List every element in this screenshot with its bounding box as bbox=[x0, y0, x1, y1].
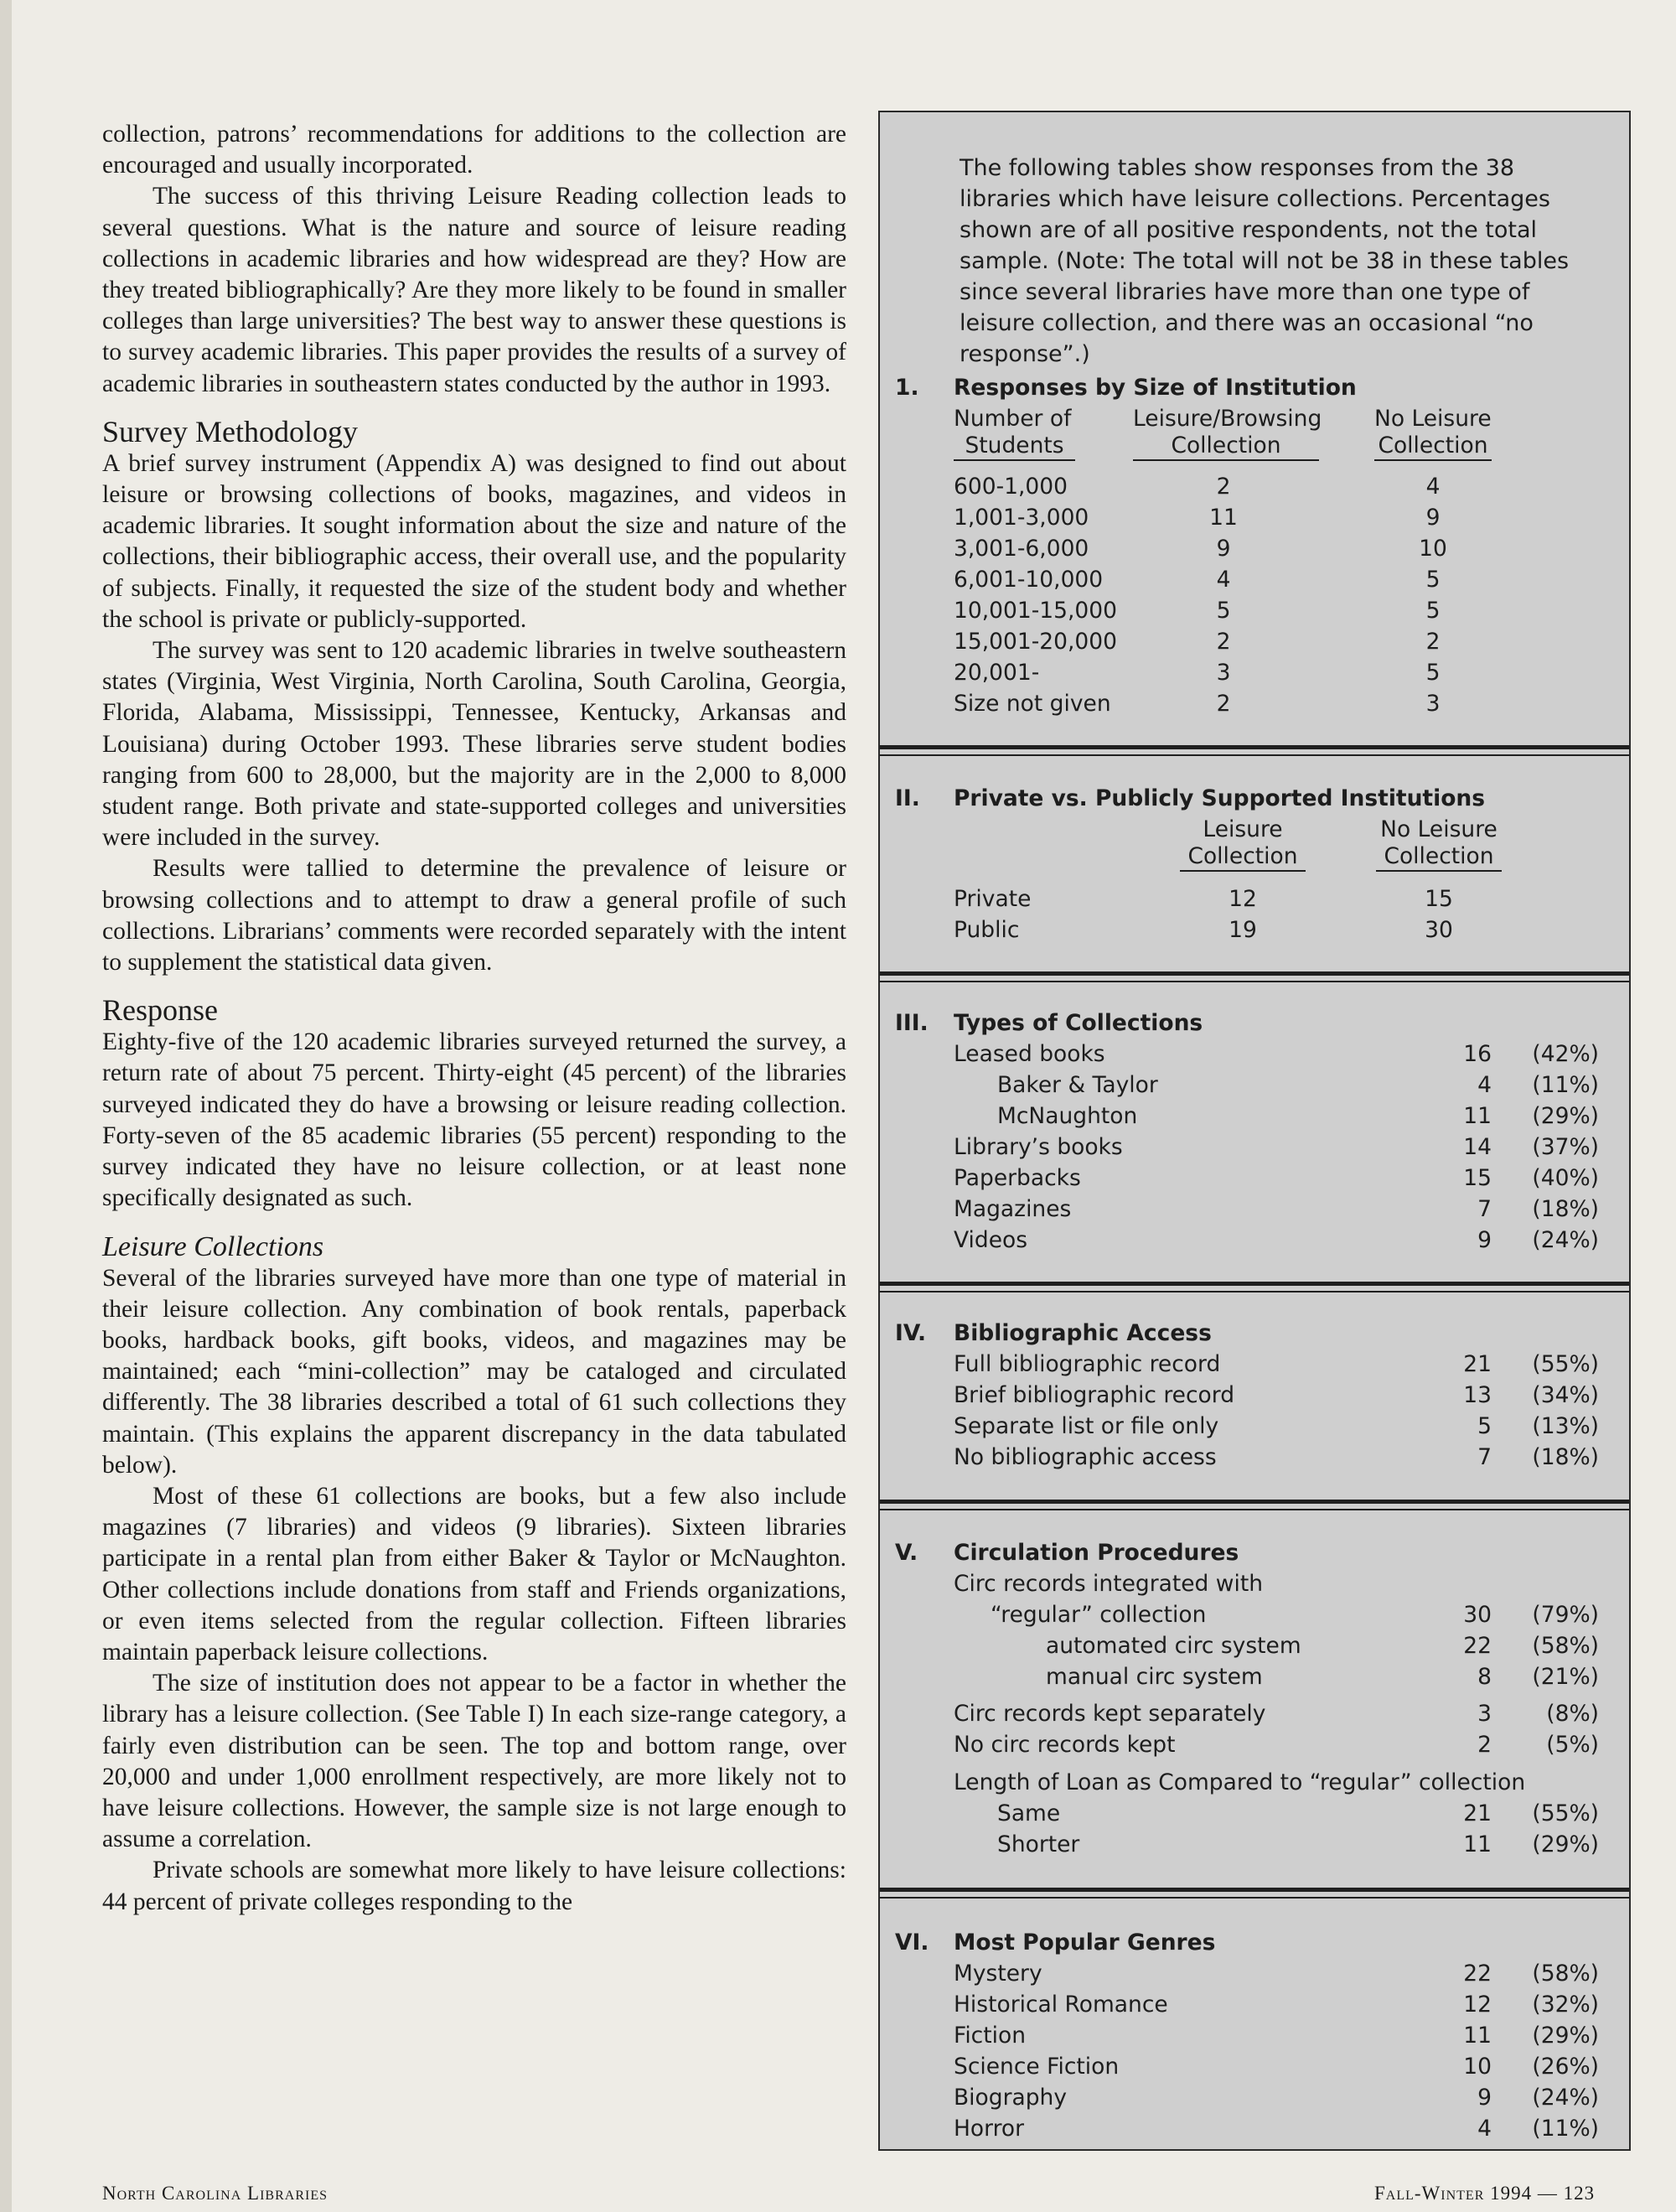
paragraph: The size of institution does not appear to be a factor in whether the library has a leisure collection. (See Table I) In each size-range category, a fairly even distribution can be seen. The top and bottom range, over 20,000 and under 1,000 enrollment respectively, are more likely not to have leisure collections. However, the sample size is not large enough to assume a correlation. bbox=[102, 1670, 846, 1853]
paragraph: collection, patrons’ recommendations for additions to the collection are encouraged and usually incorporated. bbox=[102, 121, 846, 179]
table-row bbox=[880, 688, 1629, 719]
table-row bbox=[880, 626, 1629, 657]
section-divider bbox=[880, 1282, 1629, 1286]
row-label: McNaughton bbox=[997, 1103, 1138, 1129]
table-number: II. bbox=[895, 785, 920, 811]
table-row bbox=[880, 914, 1629, 945]
section-divider bbox=[880, 754, 1629, 756]
row-label: Library’s books bbox=[954, 1134, 1123, 1160]
cell-count: 7 bbox=[1477, 1196, 1492, 1222]
section-heading-response: Response bbox=[102, 993, 218, 1028]
cell-percent: (8%) bbox=[1546, 1701, 1599, 1727]
table-number: 1. bbox=[895, 375, 919, 401]
subsection-title: Length of Loan as Compared to “regular” collection bbox=[954, 1769, 1526, 1795]
row-label: Private bbox=[954, 886, 1032, 912]
cell-value: 30 bbox=[1425, 917, 1453, 943]
table-row bbox=[880, 1101, 1629, 1132]
cell-percent: (29%) bbox=[1532, 2023, 1599, 2049]
row-label: No circ records kept bbox=[954, 1732, 1176, 1758]
cell-value: 3 bbox=[1425, 691, 1441, 717]
paragraph: The survey was sent to 120 academic libraries in twelve southeastern states (Virginia, West Virginia, North Carolina, South Carolina, Georgia, Florida, Alabama, Mississippi, Tennessee, Kentucky, Arkansas and Louisiana) during October 1993. These libraries serve student bodies ranging from 600 to 28,000, but the majority are in the 2,000 to 8,000 student range. Both private and state-supported colleges and universities were included in the survey. bbox=[102, 637, 846, 852]
row-label: Same bbox=[997, 1800, 1061, 1826]
row-label: Leased books bbox=[954, 1041, 1105, 1067]
cell-value: 2 bbox=[1216, 629, 1231, 655]
cell-percent: (18%) bbox=[1532, 1444, 1599, 1470]
cell-value: 5 bbox=[1425, 660, 1441, 686]
cell-percent: (79%) bbox=[1532, 1602, 1599, 1628]
table-number: IV. bbox=[895, 1320, 927, 1346]
cell-percent: (42%) bbox=[1532, 1041, 1599, 1067]
column-header: Collection bbox=[1376, 843, 1502, 872]
cell-percent: (24%) bbox=[1532, 2085, 1599, 2111]
cell-percent: (11%) bbox=[1532, 2116, 1599, 2142]
cell-count: 5 bbox=[1477, 1413, 1492, 1439]
table-row bbox=[880, 1442, 1629, 1473]
table-row bbox=[880, 1630, 1629, 1661]
table-row bbox=[880, 502, 1629, 533]
row-label: automated circ system bbox=[1046, 1633, 1301, 1659]
row-label: 1,001-3,000 bbox=[954, 505, 1089, 531]
cell-percent: (26%) bbox=[1532, 2054, 1599, 2080]
row-label: Science Fiction bbox=[954, 2054, 1120, 2080]
cell-value: 4 bbox=[1425, 474, 1441, 500]
table-title: Responses by Size of Institution bbox=[954, 375, 1357, 401]
table-number: VI. bbox=[895, 1930, 929, 1956]
row-label: Size not given bbox=[954, 691, 1111, 717]
row-label: Historical Romance bbox=[954, 1992, 1168, 2018]
cell-count: 10 bbox=[1463, 2054, 1492, 2080]
cell-count: 14 bbox=[1463, 1134, 1492, 1160]
page-edge bbox=[0, 0, 12, 2212]
table-row bbox=[880, 883, 1629, 914]
cell-value: 9 bbox=[1425, 505, 1441, 531]
column-header: Collection bbox=[1374, 433, 1492, 461]
table-row bbox=[880, 1989, 1629, 2020]
cell-count: 16 bbox=[1463, 1041, 1492, 1067]
row-label: No bibliographic access bbox=[954, 1444, 1217, 1470]
row-label: Baker & Taylor bbox=[997, 1072, 1158, 1098]
row-label: Videos bbox=[954, 1227, 1028, 1253]
cell-value: 19 bbox=[1229, 917, 1257, 943]
column-header: Number of bbox=[954, 406, 1072, 432]
row-label: Public bbox=[954, 917, 1020, 943]
cell-value: 5 bbox=[1216, 598, 1231, 624]
cell-count: 9 bbox=[1477, 2085, 1492, 2111]
cell-count: 3 bbox=[1477, 1701, 1492, 1727]
cell-value: 15 bbox=[1425, 886, 1453, 912]
section-divider bbox=[880, 745, 1629, 749]
paragraph: Several of the libraries surveyed have more than one type of material in their leisure collection. Any combination of book rentals, paperback books, hardback books, gift books, videos, and magazines may be maintained; each “mini-collection” may be cataloged and circulated differently. The 38 libraries described a total of 61 such collections they maintain. (This explains the apparent discrepancy in the data tabulated below). bbox=[102, 1264, 846, 1479]
row-label: Separate list or file only bbox=[954, 1413, 1219, 1439]
column-header: No Leisure bbox=[1380, 816, 1498, 842]
table-row bbox=[880, 564, 1629, 595]
cell-value: 10 bbox=[1419, 536, 1447, 562]
row-label: Circ records integrated with bbox=[954, 1571, 1264, 1597]
row-label: Circ records kept separately bbox=[954, 1701, 1266, 1727]
row-label: Brief bibliographic record bbox=[954, 1382, 1235, 1408]
survey-tables-box bbox=[878, 111, 1631, 2151]
cell-count: 7 bbox=[1477, 1444, 1492, 1470]
table-row bbox=[880, 1829, 1629, 1860]
cell-count: 13 bbox=[1463, 1382, 1492, 1408]
paragraph: Results were tallied to determine the prevalence of leisure or browsing collections and to attempt to draw a general profile of such collections. Librarians’ comments were recorded separately with the intent to supplement the statistical data given. bbox=[102, 855, 846, 976]
cell-value: 12 bbox=[1229, 886, 1257, 912]
cell-value: 2 bbox=[1216, 691, 1231, 717]
cell-count: 8 bbox=[1477, 1664, 1492, 1690]
paragraph: A brief survey instrument (Appendix A) was designed to find out about leisure or browsing collections of books, magazines, and videos in academic libraries. It sought information about the size and nature of the collections, their bibliographic access, their overall use, and the popularity of subjects. Finally, it requested the size of the student body and whether the school is private or publicly-supported. bbox=[102, 449, 846, 633]
section-heading-survey-methodology: Survey Methodology bbox=[102, 414, 358, 448]
paragraph: Most of these 61 collections are books, but a few also include magazines (7 libraries) and videos (9 libraries). Sixteen libraries participate in a rental plan from either Baker & Taylor or McNaughton. Other collections include donations from staff and Friends organizations, or even items selected from the regular collection. Fifteen libraries maintain paperback leisure collections. bbox=[102, 1482, 846, 1665]
table-row bbox=[880, 1661, 1629, 1692]
section-divider bbox=[880, 971, 1629, 976]
section-divider bbox=[880, 1500, 1629, 1504]
cell-percent: (13%) bbox=[1532, 1413, 1599, 1439]
tables-intro: The following tables show responses from the 38 libraries which have leisure collections. Percentages shown are of all positive respondents, not the total sample. (Note: The total will not be 38 in these tables since several libraries have more than one type of leisure collection, and there was an occasional “no response”.) bbox=[960, 155, 1570, 367]
row-label: 10,001-15,000 bbox=[954, 598, 1118, 624]
row-label: Horror bbox=[954, 2116, 1024, 2142]
row-label: Magazines bbox=[954, 1196, 1072, 1222]
cell-percent: (29%) bbox=[1532, 1831, 1599, 1857]
row-label: Shorter bbox=[997, 1831, 1080, 1857]
cell-percent: (58%) bbox=[1532, 1633, 1599, 1659]
cell-count: 30 bbox=[1463, 1602, 1492, 1628]
cell-value: 5 bbox=[1425, 567, 1441, 593]
section-divider bbox=[880, 1509, 1629, 1510]
row-label: 15,001-20,000 bbox=[954, 629, 1118, 655]
row-label: Fiction bbox=[954, 2023, 1027, 2049]
table-row bbox=[880, 533, 1629, 564]
row-label: 6,001-10,000 bbox=[954, 567, 1104, 593]
table-row bbox=[880, 2020, 1629, 2051]
cell-percent: (58%) bbox=[1532, 1961, 1599, 1987]
cell-percent: (55%) bbox=[1532, 1351, 1599, 1377]
table-row bbox=[880, 2082, 1629, 2113]
cell-count: 9 bbox=[1477, 1227, 1492, 1253]
table-number: III. bbox=[895, 1010, 929, 1036]
row-label: Paperbacks bbox=[954, 1165, 1081, 1191]
footer-journal-name: North Carolina Libraries bbox=[102, 2183, 328, 2204]
cell-percent: (40%) bbox=[1532, 1165, 1599, 1191]
column-header: Collection bbox=[1180, 843, 1306, 872]
cell-value: 3 bbox=[1216, 660, 1231, 686]
row-label: 3,001-6,000 bbox=[954, 536, 1089, 562]
footer-page-info: Fall-Winter 1994 — 123 bbox=[1374, 2183, 1596, 2204]
cell-percent: (24%) bbox=[1532, 1227, 1599, 1253]
cell-count: 4 bbox=[1477, 2116, 1492, 2142]
column-header: Students bbox=[954, 433, 1075, 461]
table-row bbox=[880, 1163, 1629, 1194]
table-row bbox=[880, 471, 1629, 502]
article-body bbox=[102, 119, 846, 1918]
table-row bbox=[880, 1729, 1629, 1760]
table-row bbox=[880, 1798, 1629, 1829]
table-row bbox=[880, 657, 1629, 688]
row-label: Mystery bbox=[954, 1961, 1042, 1987]
cell-count: 21 bbox=[1463, 1800, 1492, 1826]
section-divider bbox=[880, 1897, 1629, 1899]
table-row bbox=[880, 2051, 1629, 2082]
cell-value: 4 bbox=[1216, 567, 1231, 593]
cell-percent: (34%) bbox=[1532, 1382, 1599, 1408]
cell-value: 2 bbox=[1216, 474, 1231, 500]
table-row bbox=[880, 2113, 1629, 2144]
row-label: “regular” collection bbox=[991, 1602, 1207, 1628]
cell-count: 15 bbox=[1463, 1165, 1492, 1191]
section-divider bbox=[880, 981, 1629, 982]
cell-count: 22 bbox=[1463, 1633, 1492, 1659]
paragraph: Private schools are somewhat more likely to have leisure collections: 44 percent of private colleges responding to the bbox=[102, 1857, 846, 1915]
cell-count: 4 bbox=[1477, 1072, 1492, 1098]
column-header: Leisure bbox=[1203, 816, 1283, 842]
table-row bbox=[880, 1958, 1629, 1989]
section-divider bbox=[880, 1888, 1629, 1892]
table-title: Private vs. Publicly Supported Institutions bbox=[954, 785, 1486, 811]
cell-percent: (29%) bbox=[1532, 1103, 1599, 1129]
column-header: Collection bbox=[1133, 433, 1319, 461]
cell-count: 22 bbox=[1463, 1961, 1492, 1987]
table-row bbox=[880, 1039, 1629, 1070]
cell-value: 11 bbox=[1209, 505, 1238, 531]
cell-value: 5 bbox=[1425, 598, 1441, 624]
cell-count: 12 bbox=[1463, 1992, 1492, 2018]
table-row bbox=[880, 1070, 1629, 1101]
row-label: Full bibliographic record bbox=[954, 1351, 1221, 1377]
cell-count: 21 bbox=[1463, 1351, 1492, 1377]
section-divider bbox=[880, 1291, 1629, 1292]
cell-count: 11 bbox=[1463, 1103, 1492, 1129]
table-title: Types of Collections bbox=[954, 1010, 1203, 1036]
table-row bbox=[880, 1132, 1629, 1163]
table-row bbox=[880, 1698, 1629, 1729]
row-label: Biography bbox=[954, 2085, 1068, 2111]
cell-count: 11 bbox=[1463, 1831, 1492, 1857]
table-title: Circulation Procedures bbox=[954, 1540, 1239, 1566]
table-row bbox=[880, 1349, 1629, 1380]
table-row bbox=[880, 1380, 1629, 1411]
cell-percent: (5%) bbox=[1546, 1732, 1599, 1758]
cell-count: 11 bbox=[1463, 2023, 1492, 2049]
table-title: Bibliographic Access bbox=[954, 1320, 1212, 1346]
cell-percent: (55%) bbox=[1532, 1800, 1599, 1826]
column-header: No Leisure bbox=[1374, 406, 1492, 432]
cell-count: 2 bbox=[1477, 1732, 1492, 1758]
cell-percent: (37%) bbox=[1532, 1134, 1599, 1160]
cell-percent: (32%) bbox=[1532, 1992, 1599, 2018]
table-row bbox=[880, 1599, 1629, 1630]
cell-value: 9 bbox=[1216, 536, 1231, 562]
table-title: Most Popular Genres bbox=[954, 1930, 1216, 1956]
paragraph: The success of this thriving Leisure Reading collection leads to several questions. What is the nature and source of leisure reading collections in academic libraries and how widespread are they? How are they treated bibliographically? Are they more likely to be found in smaller colleges than large universities? The best way to answer these questions is to survey academic libraries. This paper provides the results of a survey of academic libraries in southeastern states conducted by the author in 1993. bbox=[102, 183, 846, 397]
cell-percent: (18%) bbox=[1532, 1196, 1599, 1222]
paragraph: Eighty-five of the 120 academic libraries surveyed returned the survey, a return rate of about 75 percent. Thirty-eight (45 percent) of the libraries surveyed indicated they do have a browsing or leisure reading collection. Forty-seven of the 85 academic libraries (55 percent) responding to the survey indicated they have no leisure collection, or at least none specifically designated as such. bbox=[102, 1028, 846, 1212]
table-number: V. bbox=[895, 1540, 918, 1566]
column-header: Leisure/Browsing bbox=[1133, 406, 1322, 432]
row-label: 20,001- bbox=[954, 660, 1040, 686]
section-heading-leisure-collections: Leisure Collections bbox=[102, 1230, 324, 1262]
row-label: 600-1,000 bbox=[954, 474, 1068, 500]
table-row bbox=[880, 595, 1629, 626]
cell-percent: (21%) bbox=[1532, 1664, 1599, 1690]
row-label: manual circ system bbox=[1046, 1664, 1263, 1690]
cell-value: 2 bbox=[1425, 629, 1441, 655]
cell-percent: (11%) bbox=[1532, 1072, 1599, 1098]
table-row bbox=[880, 1411, 1629, 1442]
table-row bbox=[880, 1225, 1629, 1256]
table-row bbox=[880, 1194, 1629, 1225]
